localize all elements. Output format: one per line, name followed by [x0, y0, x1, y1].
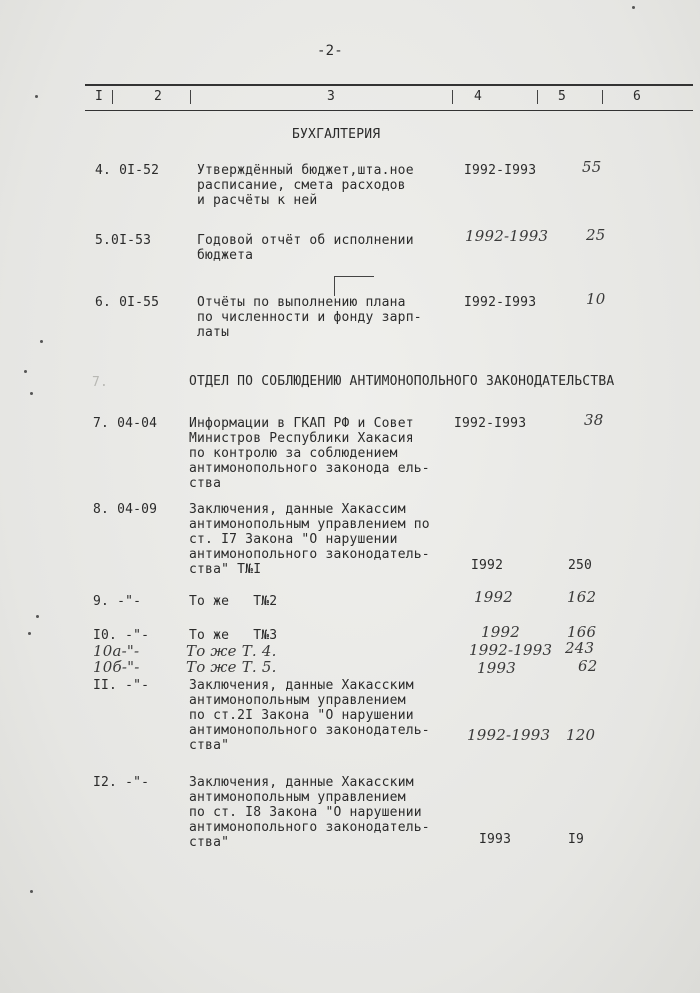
row-title: Годовой отчёт об исполнении бюджета	[197, 233, 414, 263]
row-years: 1992-1993	[465, 227, 549, 245]
row-number: I0. -"-	[93, 628, 150, 643]
row-years: I992-I993	[454, 416, 527, 431]
column-header-1: I	[95, 89, 103, 104]
column-divider	[537, 90, 538, 104]
row-count: 250	[568, 558, 593, 573]
row-count: 25	[586, 226, 606, 244]
stray-mark	[334, 276, 335, 296]
row-years: 1993	[477, 659, 516, 677]
row-title: Информации в ГКАП РФ и Совет Министров Республики Хакасия по контролю за соблюдением антимонопольного законода ель- ства	[189, 416, 430, 491]
table-top-rule	[85, 84, 693, 86]
row-count: 62	[578, 657, 598, 675]
row-title: Отчёты по выполнению плана по численности и фонду зарп- латы	[197, 295, 422, 340]
row-number: 7. 04-04	[93, 416, 158, 431]
row-count: I9	[568, 832, 585, 847]
row-title: Утверждённый бюджет,шта.ное расписание, смета расходов и расчёты к ней	[197, 163, 414, 208]
row-title: То же Т. 4.	[186, 642, 277, 660]
column-divider	[112, 90, 113, 104]
scan-speck	[28, 632, 31, 635]
row-years: 1992-1993	[469, 641, 553, 659]
table-header-rule	[85, 110, 693, 111]
row-title: Заключения, данные Хакасским антимонопольным управлением по ст. I8 Закона "О нарушении антимонопольного законодатель- ства"	[189, 775, 430, 850]
row-years: I992	[471, 558, 504, 573]
column-divider	[452, 90, 453, 104]
row-years: 1992	[481, 623, 520, 641]
row-title: Заключения, данные Хакассим антимонопольным управлением по ст. I7 Закона "О нарушении антимонопольного законодатель- ства" Т№I	[189, 502, 430, 577]
row-number: 5.0I-53	[95, 233, 152, 248]
column-header-6: 6	[633, 89, 641, 104]
row-count: 243	[565, 639, 595, 657]
row-number: 9. -"-	[93, 594, 142, 609]
row-count: 10	[586, 290, 606, 308]
scan-speck	[36, 615, 39, 618]
row-title: Заключения, данные Хакасским антимонопольным управлением по ст.2I Закона "О нарушении антимонопольного законодатель- ства"	[189, 678, 430, 753]
row-years: 1992	[474, 588, 513, 606]
row-number: II. -"-	[93, 678, 150, 693]
stray-mark	[334, 276, 374, 277]
row-years: I992-I993	[464, 295, 537, 310]
row-years: I992-I993	[464, 163, 537, 178]
scan-speck	[40, 340, 43, 343]
column-divider	[602, 90, 603, 104]
row-number: 10а-"-	[93, 642, 140, 660]
row-number: 10б-"-	[93, 658, 140, 676]
row-number: 6. 0I-55	[95, 295, 160, 310]
row-count: 38	[584, 411, 604, 429]
row-count: 162	[567, 588, 597, 606]
row-title: То же Т№2	[189, 594, 278, 609]
section-prefix: 7.	[92, 375, 109, 390]
row-years: I993	[479, 832, 512, 847]
column-header-3: 3	[327, 89, 335, 104]
row-count: 166	[567, 623, 597, 641]
column-divider	[190, 90, 191, 104]
scan-speck	[30, 890, 33, 893]
row-number: 8. 04-09	[93, 502, 158, 517]
row-title: То же Т№3	[189, 628, 278, 643]
row-count: 55	[582, 158, 602, 176]
page-number: -2-	[317, 43, 343, 59]
scan-speck	[35, 95, 38, 98]
row-number: I2. -"-	[93, 775, 150, 790]
column-header-5: 5	[558, 89, 566, 104]
row-years: 1992-1993	[467, 726, 551, 744]
scan-speck	[632, 6, 635, 9]
section-heading-accounting: БУХГАЛТЕРИЯ	[292, 127, 381, 142]
scan-speck	[24, 370, 27, 373]
column-header-2: 2	[154, 89, 162, 104]
scan-speck	[30, 392, 33, 395]
row-count: 120	[566, 726, 596, 744]
section-heading-antimonopoly: ОТДЕЛ ПО СОБЛЮДЕНИЮ АНТИМОНОПОЛЬНОГО ЗАКОНОДАТЕЛЬСТВА	[189, 374, 615, 389]
row-number: 4. 0I-52	[95, 163, 160, 178]
row-title: То же Т. 5.	[186, 658, 277, 676]
column-header-4: 4	[474, 89, 482, 104]
